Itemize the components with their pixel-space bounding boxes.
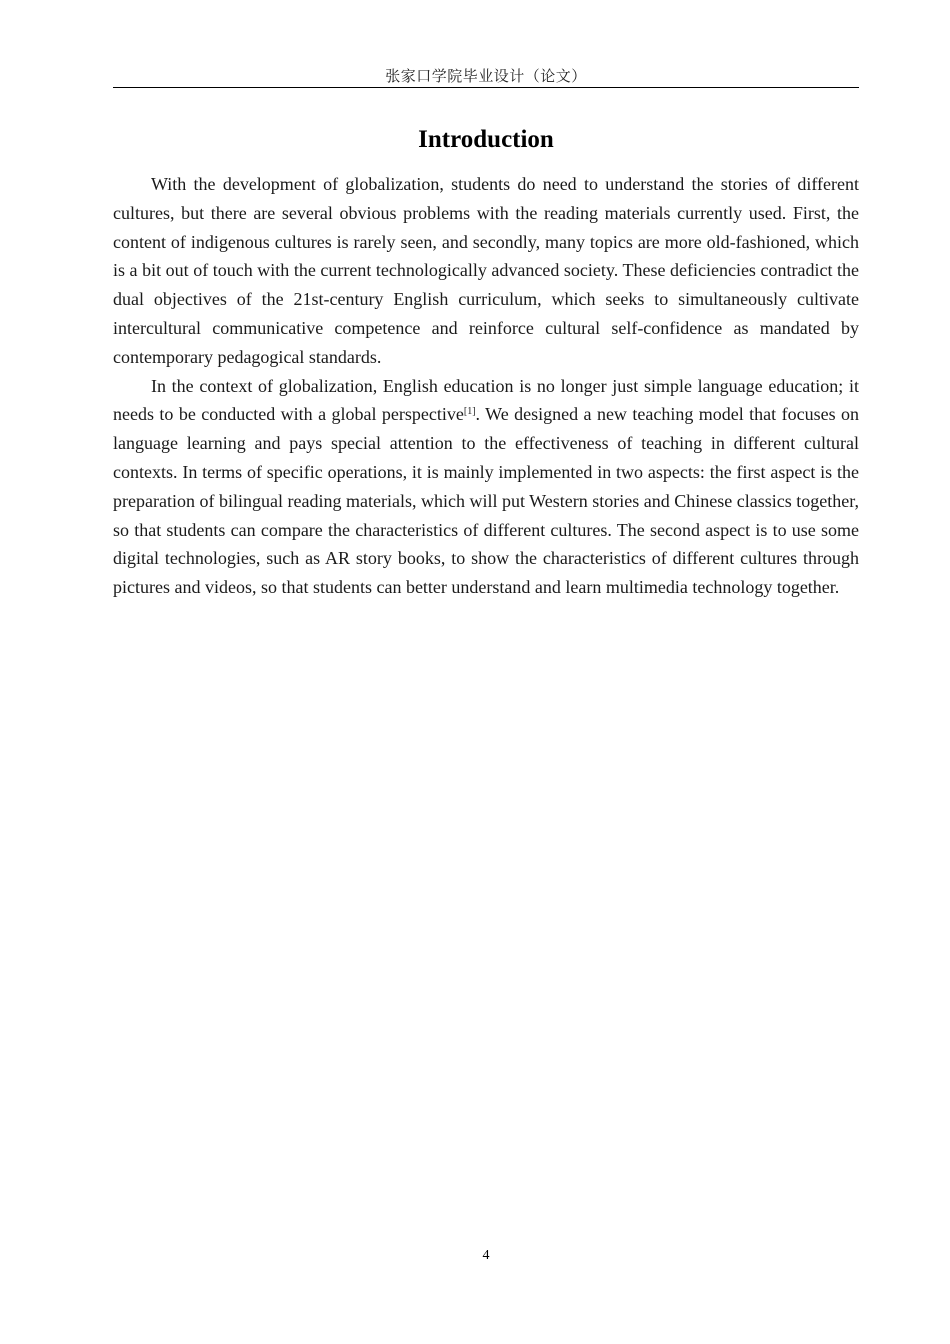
page-number: 4: [482, 1248, 490, 1263]
citation-link[interactable]: [1]: [463, 406, 476, 418]
page-title: Introduction: [418, 126, 554, 153]
paragraph: With the development of globalization, students do need to understand the stories of different cultures, but there are several obvious problems with the reading materials currently used. First, the content of indigenous cultures is rarely seen, and secondly, many topics are more old-fashioned, which is a bit out of touch with the current technologically advanced society. These deficiencies contradict the dual objectives of the 21st-century English curriculum, which seeks to simultaneously cultivate intercultural communicative competence and reinforce cultural self-confidence as mandated by contemporary pedagogical standards.: [113, 174, 859, 367]
body-text: [113, 170, 859, 602]
page-header: [113, 68, 859, 88]
paragraph: [113, 372, 859, 602]
paragraph-text: . We designed a new teaching model that focuses on language learning and pays special attention to the effectiveness of teaching in different cultural contexts. In terms of specific operations, it is mainly implemented in two aspects: the first aspect is the preparation of bilingual reading materials, which will put Western stories and Chinese classics together, so that students can compare the characteristics of different cultures. The second aspect is to use some digital technologies, such as AR story books, to show the characteristics of different cultures through pictures and videos, so that students can better understand and learn multimedia technology together.: [113, 404, 859, 598]
header-text: 张家口学院毕业设计（论文）: [385, 69, 587, 85]
paragraph-text: In the context of globalization, English education is no longer just simple language education; it needs to be conducted with a global perspective: [113, 375, 859, 425]
